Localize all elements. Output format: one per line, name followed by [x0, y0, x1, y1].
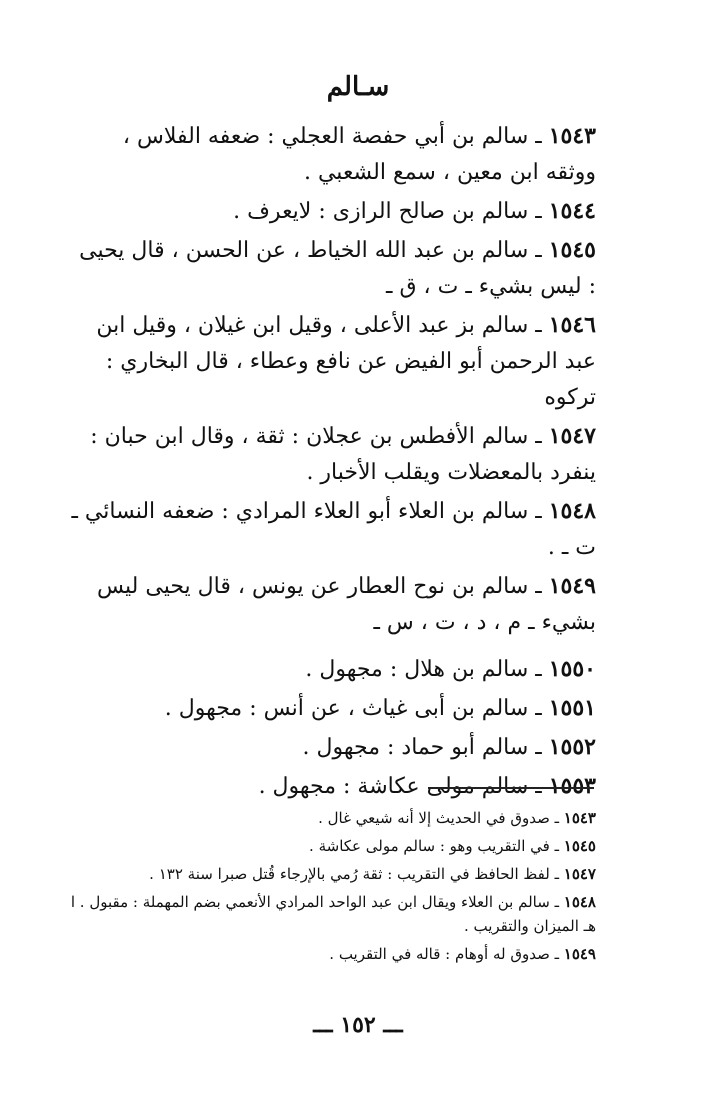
entry: ١٥٤٤ ـ سالم بن صالح الرازى : لايعرف . — [233, 198, 596, 224]
entry-number: ١٥٤٨ — [548, 498, 596, 524]
page-number: ـــ ١٥٢ ـــ — [313, 1012, 403, 1038]
footnote-number: ١٥٤٩ — [563, 945, 596, 963]
entry-text: سالم بن نوح العطار عن يونس ، قال يحيى ليس بشيء ـ م ، د ، ت ، س ـ — [96, 574, 596, 635]
entry-text: سالم الأفطس بن عجلان : ثقة ، وقال ابن حبان : ينفرد بالمعضلات ويقلب الأخبار . — [90, 424, 596, 485]
footnote-divider — [428, 787, 594, 789]
entry-text: سالم بن عبد الله الخياط ، عن الحسن ، قال يحيى : ليس بشيء ـ ت ، ق ـ — [79, 238, 596, 299]
footnotes — [70, 806, 596, 970]
entry-number: ١٥٤٧ — [548, 423, 596, 449]
entry: ١٥٤٧ ـ سالم الأفطس بن عجلان : ثقة ، وقال ابن حبان : ينفرد بالمعضلات ويقلب الأخبار . — [90, 423, 596, 485]
footnote: ١٥٤٥ ـ في التقريب وهو : سالم مولى عكاشة . — [309, 837, 596, 855]
footnote-number: ١٥٤٣ — [563, 809, 596, 827]
page-header: سـالم — [326, 72, 390, 102]
entry: ١٥٤٥ ـ سالم بن عبد الله الخياط ، عن الحسن ، قال يحيى : ليس بشيء ـ ت ، ق ـ — [79, 237, 596, 299]
entry-text: سالم بن صالح الرازى : لايعرف . — [233, 199, 529, 224]
entry-number: ١٥٥١ — [548, 695, 596, 721]
entry-number: ١٥٥٠ — [548, 656, 596, 682]
entry: ١٥٥١ ـ سالم بن أبى غياث ، عن أنس : مجهول . — [164, 695, 596, 721]
entry-text: سالم بز عبد الأعلى ، وقيل ابن غيلان ، وقيل ابن عبد الرحمن أبو الفيض عن نافع وعطاء ، قال البخاري : تركوه — [96, 313, 596, 410]
footnote-text: صدوق في الحديث إلا أنه شيعي غال . — [318, 809, 550, 827]
entry-number: ١٥٥٢ — [548, 734, 596, 760]
footnote-number: ١٥٤٥ — [563, 837, 596, 855]
footnote-text: صدوق له أوهام : قاله في التقريب . — [329, 945, 550, 963]
footnote-number: ١٥٤٨ — [563, 893, 596, 911]
entry: ١٥٥٠ ـ سالم بن هلال : مجهول . — [305, 656, 596, 682]
entry-number: ١٥٥٣ — [548, 773, 596, 799]
entry: ١٥٥٣ ـ سالم مولى عكاشة : مجهول . — [258, 773, 596, 799]
entry-number: ١٥٤٣ — [548, 123, 596, 149]
footnote-text: لفظ الحافظ في التقريب : ثقة رُمي بالإرجاء قُتل صبرا سنة ١٣٢ . — [149, 865, 550, 883]
entry: ١٥٤٨ ـ سالم بن العلاء أبو العلاء المرادي : ضعفه النسائي ـ ت ـ . — [71, 498, 596, 560]
entry: ١٥٥٢ ـ سالم أبو حماد : مجهول . — [302, 734, 596, 760]
entry: ١٥٤٩ ـ سالم بن نوح العطار عن يونس ، قال يحيى ليس بشيء ـ م ، د ، ت ، س ـ — [96, 573, 596, 635]
entry-text: سالم بن العلاء أبو العلاء المرادي : ضعفه النسائي ـ ت ـ . — [71, 499, 596, 560]
entry-number: ١٥٤٥ — [548, 237, 596, 263]
footnote: ١٥٤٧ ـ لفظ الحافظ في التقريب : ثقة رُمي بالإرجاء قُتل صبرا سنة ١٣٢ . — [149, 865, 596, 883]
entry-text: سالم مولى عكاشة : مجهول . — [258, 774, 529, 799]
entry-number: ١٥٤٦ — [548, 312, 596, 338]
footnote-text: في التقريب وهو : سالم مولى عكاشة . — [309, 837, 550, 855]
entry: ١٥٤٦ ـ سالم بز عبد الأعلى ، وقيل ابن غيلان ، وقيل ابن عبد الرحمن أبو الفيض عن نافع وعطاء ، قال البخاري : تركوه — [96, 312, 596, 410]
entry-text: سالم بن هلال : مجهول . — [305, 657, 529, 682]
footnote-number: ١٥٤٧ — [563, 865, 596, 883]
entry-text: سالم بن أبى غياث ، عن أنس : مجهول . — [164, 696, 529, 721]
entry-number: ١٥٤٤ — [548, 198, 596, 224]
footnote-text: سالم بن العلاء ويقال ابن عبد الواحد المرادي الأنعمي بضم المهملة : مقبول . ا هـ الميزان والتقريب . — [70, 893, 596, 935]
footnote: ١٥٤٨ ـ سالم بن العلاء ويقال ابن عبد الواحد المرادي الأنعمي بضم المهملة : مقبول . ا هـ الميزان والتقريب . — [70, 893, 596, 935]
footnote: ١٥٤٣ ـ صدوق في الحديث إلا أنه شيعي غال . — [318, 809, 596, 827]
footnote: ١٥٤٩ ـ صدوق له أوهام : قاله في التقريب . — [329, 945, 596, 963]
entries-list — [70, 118, 596, 807]
entry-text: سالم أبو حماد : مجهول . — [302, 735, 529, 760]
entry: ١٥٤٣ ـ سالم بن أبي حفصة العجلي : ضعفه الفلاس ، ووثقه ابن معين ، سمع الشعبي . — [122, 123, 596, 185]
entry-text: سالم بن أبي حفصة العجلي : ضعفه الفلاس ، ووثقه ابن معين ، سمع الشعبي . — [122, 124, 596, 185]
entry-number: ١٥٤٩ — [548, 573, 596, 599]
